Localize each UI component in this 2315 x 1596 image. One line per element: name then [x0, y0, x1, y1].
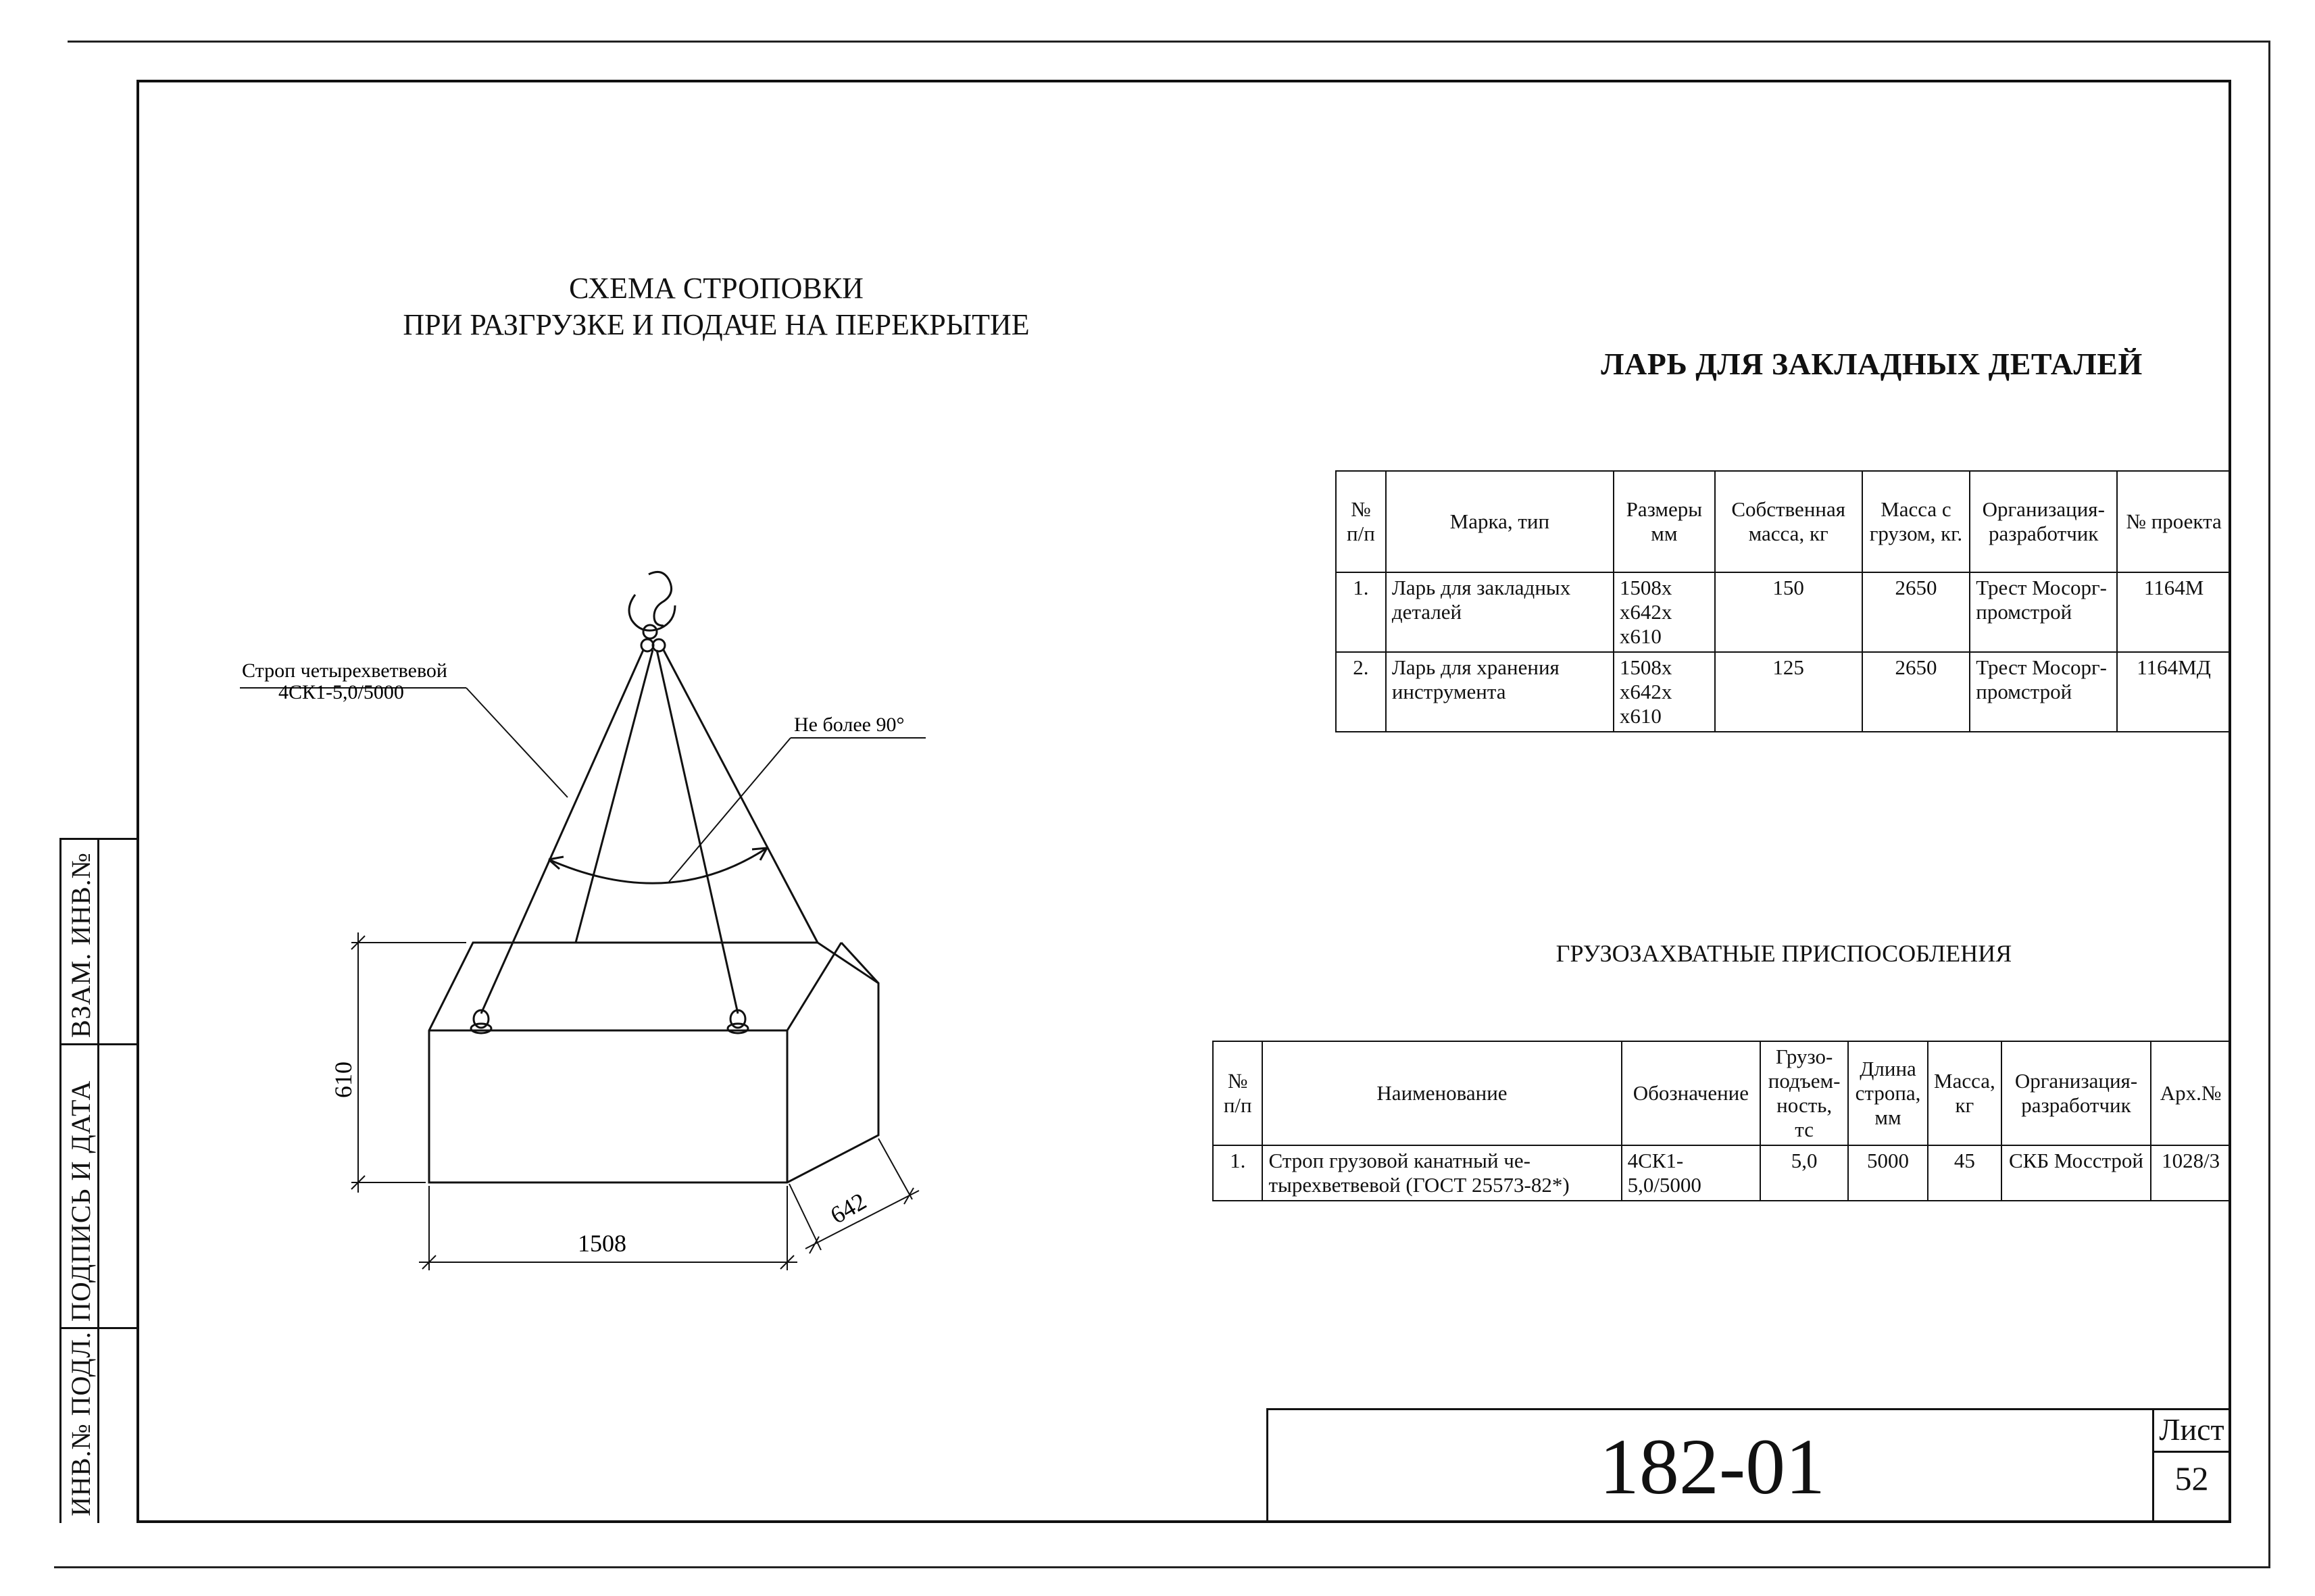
angle-label: Не более 90°	[794, 714, 905, 736]
sheet-number: 52	[2174, 1460, 2209, 1497]
bin-spec-table	[1335, 470, 2231, 732]
dimension-length-label: 1508	[578, 1230, 626, 1257]
crane-hook-icon	[629, 572, 675, 651]
sling-leg-front-left	[481, 650, 643, 1014]
cell-num: 1.	[1213, 1145, 1262, 1201]
cell-archive: 1028/3	[2151, 1145, 2231, 1201]
col-capacity: Грузо- подъем- ность, тс	[1760, 1041, 1848, 1145]
col-project: № проекта	[2117, 471, 2231, 572]
cell-name: Строп грузовой канатный че- тырехветвевой (ГОСТ 25573-82*)	[1262, 1145, 1621, 1201]
col-org: Организация- разработчик	[1970, 471, 2117, 572]
cell-mark: Ларь для хранения инструмента	[1386, 652, 1614, 732]
stamp-inv-podl: ИНВ.№ ПОДЛ.	[66, 1331, 96, 1516]
col-name: Наименование	[1262, 1041, 1621, 1145]
sling-leg-front-right	[657, 650, 738, 1014]
cell-mass-load: 2650	[1862, 572, 1970, 652]
cell-own-mass: 125	[1715, 652, 1862, 732]
col-own-mass: Собственная масса, кг	[1715, 471, 1862, 572]
cell-designation: 4СК1-5,0/5000	[1622, 1145, 1761, 1201]
title-block-main	[1266, 1408, 2154, 1523]
dimension-height	[351, 932, 466, 1193]
cell-org: Трест Мосорг- промстрой	[1970, 652, 2117, 732]
sheet-label: Лист	[2159, 1412, 2224, 1447]
grip-section-title: ГРУЗОЗАХВАТНЫЕ ПРИСПОСОБЛЕНИЯ	[1555, 940, 2012, 967]
sling-label-line1: Строп четырехветвевой	[242, 659, 447, 682]
col-mass: Масса, кг	[1928, 1041, 2001, 1145]
col-mass-load: Масса с грузом, кг.	[1862, 471, 1970, 572]
table-row	[1336, 652, 2231, 732]
col-mark: Марка, тип	[1386, 471, 1614, 572]
table-row	[1213, 1145, 2231, 1201]
scheme-title-line2: ПРИ РАЗГРУЗКЕ И ПОДАЧЕ НА ПЕРЕКРЫТИЕ	[403, 308, 1030, 341]
cell-project: 1164М	[2117, 572, 2231, 652]
grip-spec-table	[1212, 1041, 2231, 1201]
cell-own-mass: 150	[1715, 572, 1862, 652]
col-org: Организация- разработчик	[2001, 1041, 2151, 1145]
drawing-code: 182-01	[1599, 1422, 1826, 1511]
col-size: Размеры мм	[1614, 471, 1715, 572]
cell-mass-load: 2650	[1862, 652, 1970, 732]
scheme-title-line1: СХЕМА СТРОПОВКИ	[569, 272, 864, 305]
col-length: Длина стропа, мм	[1848, 1041, 1928, 1145]
sling-leg-rear-left	[576, 650, 653, 943]
stamp-vzam-inv: ВЗАМ. ИНВ.№	[66, 852, 96, 1038]
sheet-cell	[2152, 1408, 2231, 1523]
sling-label-leader	[466, 688, 568, 797]
cell-project: 1164МД	[2117, 652, 2231, 732]
cell-capacity: 5,0	[1760, 1145, 1848, 1201]
cell-num: 2.	[1336, 652, 1386, 732]
cell-mass: 45	[1928, 1145, 2001, 1201]
cell-length: 5000	[1848, 1145, 1928, 1201]
angle-label-leader	[669, 738, 791, 882]
col-num: № п/п	[1213, 1041, 1262, 1145]
col-designation: Обозначение	[1622, 1041, 1761, 1145]
sling-label-line2: 4СК1-5,0/5000	[278, 681, 404, 703]
cell-mark: Ларь для закладных деталей	[1386, 572, 1614, 652]
angle-arc	[549, 848, 767, 883]
cell-org: СКБ Мосстрой	[2001, 1145, 2151, 1201]
dimension-width-label: 642	[826, 1187, 871, 1229]
dimension-height-label: 610	[330, 1062, 357, 1098]
col-archive: Арх.№	[2151, 1041, 2231, 1145]
bin-section-title: ЛАРЬ ДЛЯ ЗАКЛАДНЫХ ДЕТАЛЕЙ	[1601, 347, 2143, 381]
col-num: № п/п	[1336, 471, 1386, 572]
cell-org: Трест Мосорг- промстрой	[1970, 572, 2117, 652]
dimension-length	[419, 1186, 797, 1270]
table-row	[1336, 572, 2231, 652]
cell-size: 1508х х642х х610	[1614, 572, 1715, 652]
cell-num: 1.	[1336, 572, 1386, 652]
cell-size: 1508х х642х х610	[1614, 652, 1715, 732]
stamp-sign-date: ПОДПИСЬ И ДАТА	[66, 1080, 96, 1322]
title-block	[1266, 1408, 2231, 1523]
